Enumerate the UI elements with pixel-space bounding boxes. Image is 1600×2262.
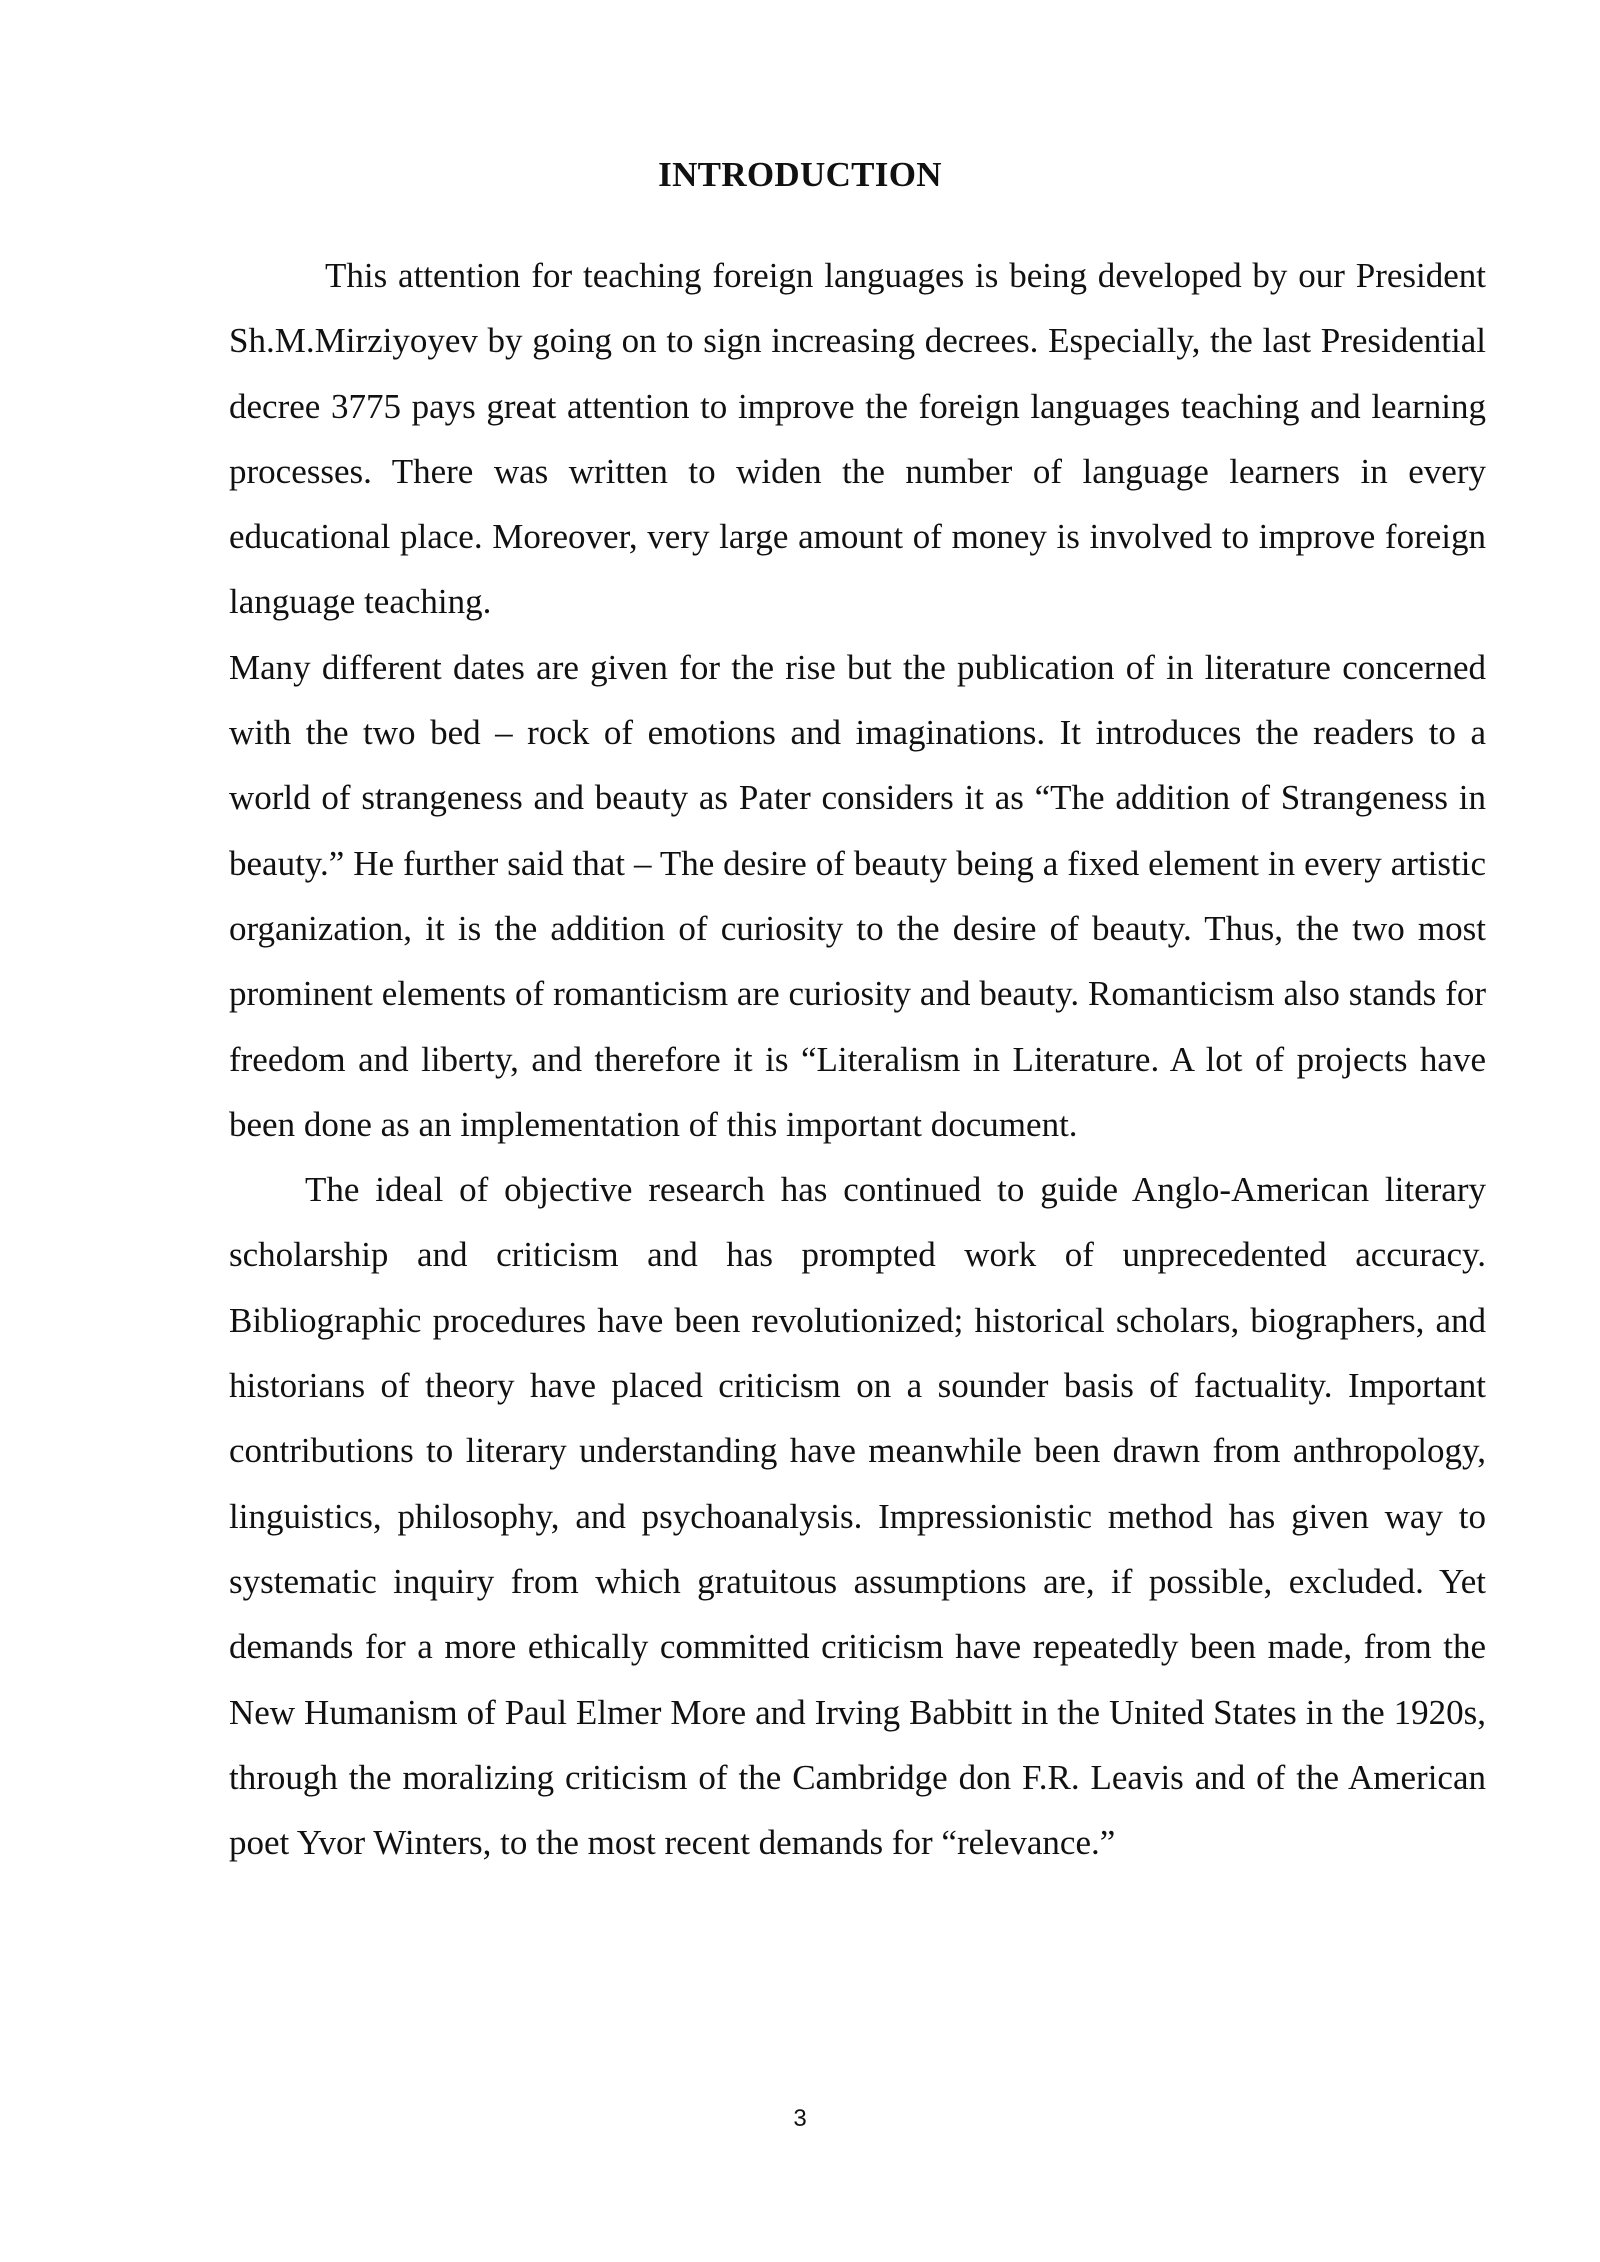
paragraph-2: Many different dates are given for the rise but the publication of in literature concerned with the two bed – rock of emotions and imaginations. It introduces the readers to a world of strangeness and beauty as Pater considers it as “The addition of Strangeness in beauty.” He further said that – The desire of beauty being a fixed element in every artistic organization, it is the addition of curiosity to the desire of beauty. Thus, the two most prominent elements of romanticism are curiosity and beauty. Romanticism also stands for freedom and liberty, and therefore it is “Literalism in Literature. A lot of projects have been done as an implementation of this important document. [229, 647, 1486, 1144]
paragraph-1: This attention for teaching foreign languages is being developed by our President Sh.M.Mirziyoyev by going on to sign increasing decrees. Especially, the last Presidential decree 3775 pays great attention to improve the foreign languages teaching and learning processes. There was written to widen the number of language learners in every educational place. Moreover, very large amount of money is involved to improve foreign language teaching. [229, 256, 1486, 622]
page-title: INTRODUCTION [658, 155, 942, 194]
body-text [229, 243, 1486, 1875]
paragraph-3: The ideal of objective research has continued to guide Anglo-American literary scholarship and criticism and has prompted work of unprecedented accuracy. Bibliographic procedures have been revolutionized; historical scholars, biographers, and historians of theory have placed criticism on a sounder basis of factuality. Important contributions to literary understanding have meanwhile been drawn from anthropology, linguistics, philosophy, and psychoanalysis. Impressionistic method has given way to systematic inquiry from which gratuitous assumptions are, if possible, excluded. Yet demands for a more ethically committed criticism have repeatedly been made, from the New Humanism of Paul Elmer More and Irving Babbitt in the United States in the 1920s, through the moralizing criticism of the Cambridge don F.R. Leavis and of the American poet Yvor Winters, to the most recent demands for “relevance.” [229, 1170, 1486, 1863]
page-number: 3 [793, 2105, 807, 2132]
